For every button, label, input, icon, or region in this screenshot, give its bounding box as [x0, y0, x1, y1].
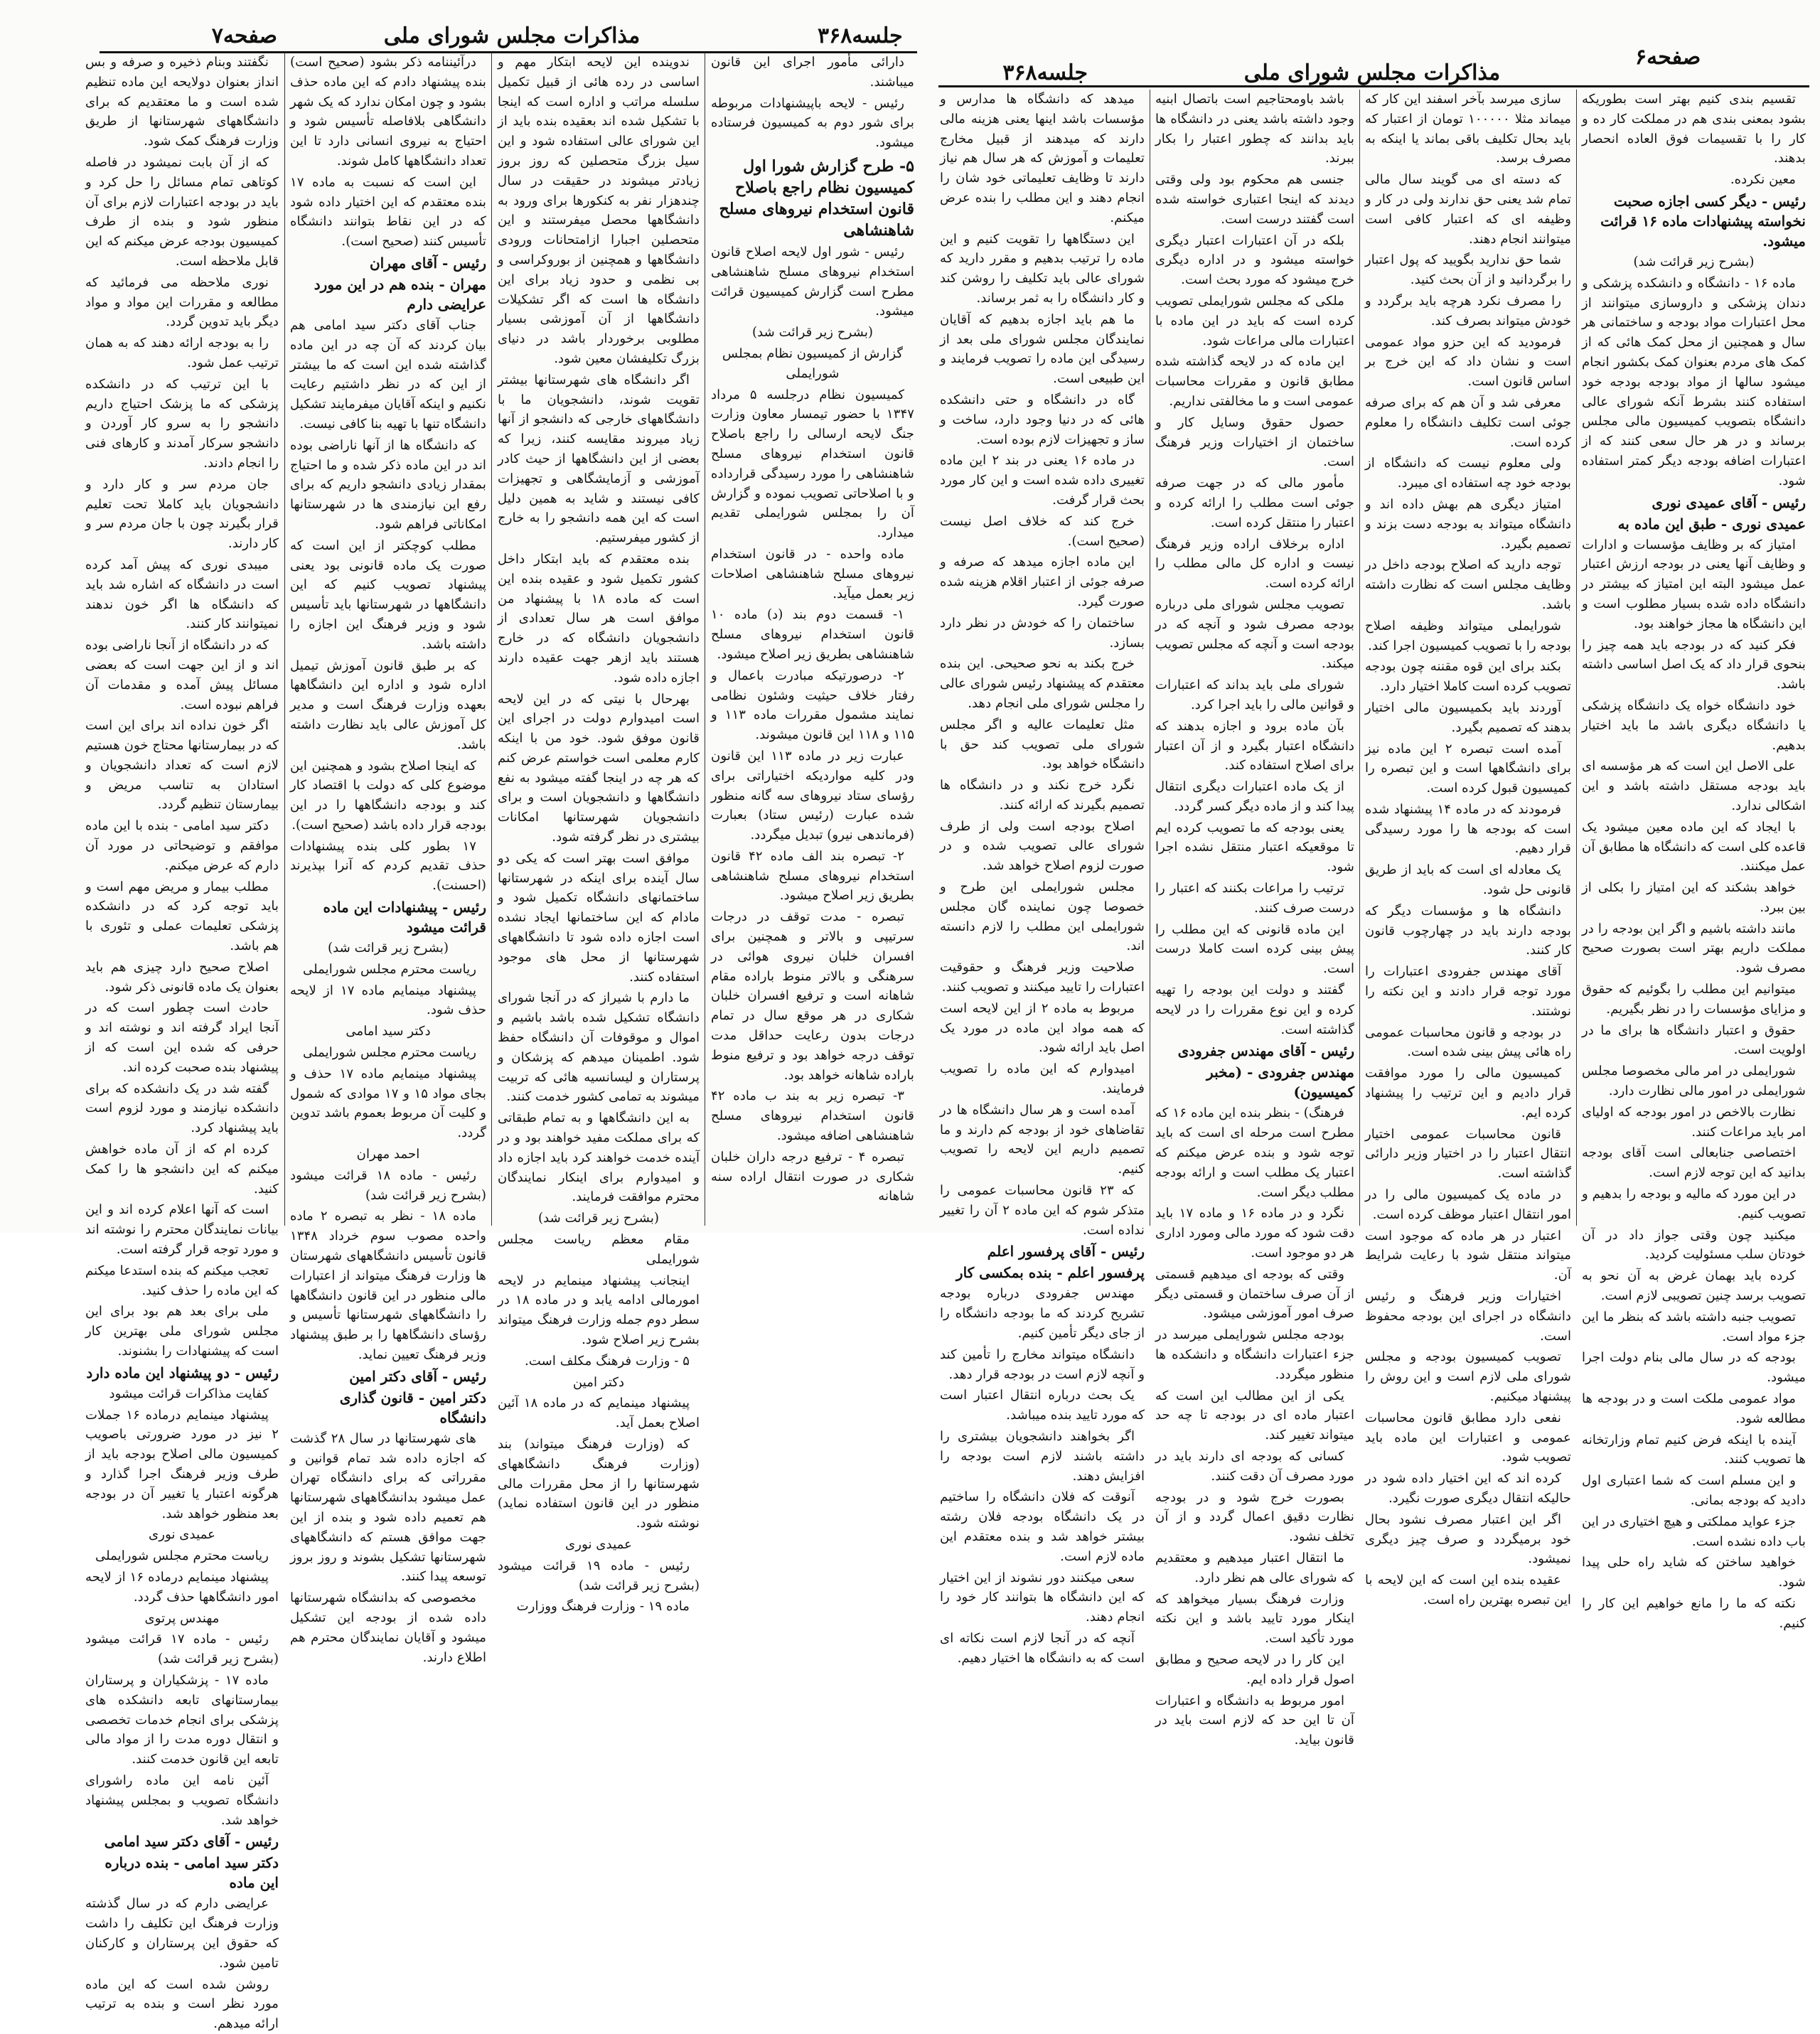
speaker-heading: دکتر امین - قانون گذاری دانشگاه: [339, 1388, 486, 1426]
paragraph: کرده اند که این اختیار داده شود در حالیکه انتقال دیگری صورت نگیرد.: [1365, 1471, 1571, 1506]
paragraph: که بر طبق قانون آموزش تیمیل اداره شود و اداره این دانشگاهها بعهده وزارت فرهنگ است و مدیر کل آموزش عالی باید نظارت داشته باشد.: [290, 658, 486, 752]
paragraph: که (وزارت فرهنگ میتواند) بند (وزارت فرهنگ دانشگاههای شهرستانها را از محل مقررات مالی منظور در این قانون استفاده نماید) نوشته شود.: [498, 1436, 700, 1531]
paragraph: بصورت خرج شود و در بودجه نظارت دقیق اعمال گردد و از آن تخلف نشود.: [1155, 1489, 1354, 1545]
paragraph: حقوق و اعتبار دانشگاه ها برای ما در اولویت است.: [1582, 1022, 1806, 1058]
paragraph: سعی میکنند دور نشوند از این اختیار که این دانشگاه ها بتوانند کار خود را انجام دهند.: [940, 1570, 1145, 1625]
paragraph: به این دانشگاهها و به تمام طبقاتی که برای مملکت مفید خواهند بود و در آینده خدمت خواهند کرد باید اجازه داد و امیدوارم برای اینکار نمایندگان محترم موافقت فرمایند.: [498, 1110, 700, 1205]
paragraph: حصول حقوق وسایل کار و ساختمان از اختیارات وزیر فرهنگ است.: [1155, 414, 1354, 470]
paragraph: گفتند و دولت این بودجه را تهیه کرده و این نوع مقررات را در لایحه گذاشته است.: [1155, 983, 1354, 1037]
speaker-heading: رئیس - دو پیشنهاد این ماده دارد: [86, 1364, 279, 1381]
paragraph: رئیس - ماده ۱۸ قرائت میشود (بشرح زیر قرائت شد): [290, 1167, 486, 1203]
paragraph: جزء عواید مملکتی و هیچ اختیاری در این باب داده نشده است.: [1582, 1514, 1806, 1549]
paragraph: که اینجا اصلاح بشود و همچنین این موضوع کلی که دولت با اقتصاد کار کند و بودجه دانشگاهها را در این بودجه قرار داده باشد (صحیح است).: [290, 758, 486, 833]
paragraph: کمیسیون مالی را مورد موافقت قرار دادیم و این ترتیب را پیشنهاد کرده ایم.: [1365, 1066, 1571, 1120]
paragraph: ریاست محترم مجلس شورایملی: [95, 1548, 269, 1564]
centered-line: دکتر سید امامی: [346, 1024, 431, 1039]
paragraph: ماده ۱۸ - نظر به تبصره ۲ ماده واحده مصوب سوم خرداد ۱۳۴۸ قانون تأسیس دانشگاههای شهرستان ها وزارت فرهنگ میتواند از اعتبارات مالی منظور در این قانون دانشگاهها را دانشگاههای شهرستانها تأسیس و رؤسای دانشگاهها را بر طبق پیشنهاد وزیر فرهنگ تعیین نماید.: [290, 1209, 486, 1363]
speaker-heading: رئیس - آقای پرفسور اعلم: [987, 1243, 1145, 1260]
paragraph: شورایملی میتواند وظیفه اصلاح بودجه را با تصویب کمیسیون اجرا کند.: [1365, 618, 1571, 653]
paragraph: ۲- درصورتیکه مبادرت باعمال و رفتار خلاف حیثیت وشئون نظامی نمایند مشمول مقررات ماده ۱۱۳ و ۱۱۵ و ۱۱۸ این قانون میشوند.: [711, 668, 914, 743]
paragraph: معین نکرده.: [1730, 172, 1796, 188]
section-heading: ۵- طرح گزارش شورا اول کمیسیون نظام راجع باصلاح قانون استخدام نیروهای مسلح شاهنشاهی: [719, 156, 914, 240]
speaker-heading: عمیدی نوری - طبق این ماده به: [1617, 515, 1806, 532]
paragraph: موافق است بهتر است که یکی دو سال آینده برای اینکه در شهرستانها ساختمانهای دانشگاه تکمیل شود و مادام که این ساختمانها ایجاد نشده است اجازه داده شود تا دانشگاههای شهرستانها از محل های موجود استفاده کنند.: [498, 850, 700, 985]
paragraph: است که آنها اعلام کرده اند و این بیانات نمایندگان محترم را نوشته اند و مورد توجه قرار گرفته است.: [85, 1202, 279, 1258]
paragraph: خرج کند که خلاف اصل نیست (صحیح است).: [940, 513, 1145, 549]
paragraph: تصویب جنبه داشته باشد که بنظر ما این جزء مواد است.: [1582, 1309, 1806, 1344]
paragraph: رئیس - ماده ۱۹ قرائت میشود (بشرح زیر قرائت شد): [498, 1558, 700, 1593]
paragraph: اصلاح بودجه است ولی از طرف شورای عالی تصویب شده و در صورت لزوم اصلاح خواهد شد.: [940, 818, 1145, 874]
paragraph: دانشگاه میتواند مخارج را تأمین کند و آنچه لازم است در بودجه قرار دهد.: [940, 1347, 1145, 1382]
paragraph: روشن شده است که این ماده مورد نظر است و بنده به ترتیب ارائه میدهم.: [85, 1976, 279, 2032]
paragraph: ۲- تبصره بند الف ماده ۴۲ قانون استخدام نیروهای مسلح شاهنشاهی بطریق زیر اصلاح میشود.: [711, 848, 914, 904]
paragraph: این ماده قانونی که این مطلب را پیش بینی کرده است کاملا درست است.: [1155, 921, 1354, 977]
paragraph: تبصره - مدت توقف در درجات سرتیپی و بالاتر و همچنین برای افسران خلبان نیروی هوائی در سرهنگی و بالاتر منوط باراده مقام شاهانه است و ترفیع افسران خلبان شکاری در هر موقع سال در تمام درجات بدون رعایت حداقل مدت توقف درجه خواهد بود و ترفیع منوط باراده شاهانه خواهد بود.: [711, 909, 914, 1083]
paragraph: ۱- قسمت دوم بند (د) ماده ۱۰ قانون استخدام نیروهای مسلح شاهنشاهی بطریق زیر اصلاح میشود.: [711, 607, 914, 662]
left-page-title: مذاکرات مجلس شورای ملی: [383, 23, 641, 48]
paragraph: ولی معلوم نیست که دانشگاه از بودجه خود چه استفاده ای میبرد.: [1365, 456, 1571, 491]
paragraph: وقتی که بودجه ای میدهیم قسمتی از آن صرف ساختمان و قسمتی دیگر صرف امور آموزشی میشود.: [1155, 1266, 1354, 1322]
centered-line: دکتر امین: [572, 1374, 625, 1390]
paragraph: ریاست محترم مجلس شورایملی: [302, 1045, 476, 1061]
paragraph: ملکی که مجلس شورایملی تصویب کرده است که باید در این ماده با اعتبارات مالی مراعات شود.: [1155, 293, 1354, 348]
paragraph: آمده است تبصره ۲ این ماده نیز برای دانشگاهها است و این تبصره را کمیسیون قبول کرده است.: [1365, 741, 1571, 796]
paragraph: بلکه در آن اعتبارات اعتبار دیگری خواسته میشود و در اداره دیگری خرج میشود که مورد بحث است.: [1155, 232, 1354, 288]
paragraph: مطلب کوچکتر از این است که صورت یک ماده قانونی بود یعنی پیشنهاد تصویب کنیم که این دانشگاهها در شهرستانها باید تأسیس شود و وزیر فرهنگ این اجازه را داشته باشد.: [290, 537, 486, 652]
paragraph: دکتر سید امامی - بنده با این ماده موافقم و توضیحاتی در مورد آن دارم که عرض میکنم.: [85, 818, 279, 873]
paragraph: تصویب کمیسیون بودجه و مجلس شورای ملی لازم است و این روش را پیشنهاد میکنیم.: [1365, 1349, 1571, 1404]
speaker-heading: رئیس - آقای دکتر سید امامی: [104, 1833, 279, 1851]
paragraph: عرایضی دارم که در سال گذشته وزارت فرهنگ این تکلیف را داشت که حقوق این پرستاران و کارکنان تامین شود.: [85, 1896, 279, 1971]
right-page: [924, 0, 1820, 1748]
left-column-1: [711, 53, 914, 1224]
paragraph: نگرد خرج نکند و در دانشگاه ها تصمیم بگیرند که ارائه کنند.: [940, 778, 1145, 813]
paragraph: ۵ - وزارت فرهنگ مکلف است.: [524, 1353, 690, 1369]
speaker-heading: دکتر سید امامی - بنده درباره این ماده: [105, 1854, 279, 1892]
paragraph: که در دانشگاه از آنجا ناراضی بوده اند و از این جهت است که بعضی مسائل پیش آمده و مقدمات آن فراهم نبوده است.: [85, 638, 279, 712]
paragraph: در بودجه و قانون محاسبات عمومی راه هائی پیش بینی شده است.: [1365, 1024, 1571, 1060]
paragraph: تعجب میکنم که بنده استدعا میکنم که این ماده را حذف کنید.: [85, 1263, 279, 1298]
speaker-heading: مهران - بنده هم در این مورد عرایضی دارم: [314, 275, 486, 313]
paragraph: فرمودید که این حزو مواد عمومی است و نشان داد که این خرج بر اساس قانون است.: [1365, 334, 1571, 390]
paragraph: کرده ام که از آن ماده خواهش میکنم که این دانشجو ها را کمک کنید.: [85, 1142, 279, 1197]
paragraph: نگفتند وبنام ذخیره و صرفه و بس انداز بعنوان دولایحه این ماده تنظیم شده است و ما معتقدیم که برای دانشگاههای شهرستانها از طریق وزارت فرهنگ کمک شود.: [85, 55, 279, 149]
speaker-heading: رئیس - پیشنهادات این ماده قرائت میشود: [323, 899, 486, 936]
paragraph: ۱۷ بطور کلی بنده پیشنهادات حذف تقدیم کردم که آنرا بپذیرند (احسنت).: [290, 838, 486, 894]
paragraph: این ماده که در لایحه گذاشته شده مطابق قانون و مقررات محاسبات عمومی است و ما مخالفتی نداریم.: [1155, 354, 1354, 409]
paragraph: عقیده بنده این است که این لایحه با این تبصره بهترین راه است.: [1365, 1573, 1571, 1607]
paragraph: تصویب مجلس شورای ملی درباره بودجه مصرف شود و آنچه که در بودجه است و آنچه که مجلس تصویب میکند.: [1155, 596, 1354, 672]
paragraph: مانند داشته باشیم و اگر این بودجه را در مملکت داریم بهتر است بصورت صحیح مصرف شود.: [1582, 921, 1806, 976]
paragraph: بودجه که در سال مالی بنام دولت اجرا میشود.: [1582, 1350, 1806, 1386]
paragraph: میدهد که دانشگاه ها مدارس و مؤسسات باشد اینها یعنی هزینه مالی دارند که میدهند از قبیل مخارج تعلیمات و آموزش که هر سال هم نیاز دارند تا وظایف تعلیماتی خود شان را انجام دهند و این مطلب را بنده عرض میکنم.: [940, 92, 1145, 225]
paragraph: پیشنهاد مینمایم ماده ۱۷ حذف و بجای مواد ۱۵ و ۱۷ موادی که شمول و کلیت آن مربوط بعموم باشد تدوین گردد.: [290, 1066, 486, 1141]
paragraph: این دستگاهها را تقویت کنیم و این ماده را ترتیب بدهیم و مقرر دارید که شورای عالی باید تکلیف را روشن کند و کار دانشگاه را به ثمر برساند.: [940, 231, 1145, 306]
paragraph: نظارت بالاخص در امور بودجه که اولیای امر باید مراعات کنند.: [1582, 1104, 1806, 1140]
right-column-1: [1582, 90, 1806, 1631]
paragraph: اداره برخلاف اراده وزیر فرهنگ نیست و اداره کل مالی مطلب را ارائه کرده است.: [1155, 536, 1354, 592]
paragraph: ما انتقال اعتبار میدهیم و معتقدیم که شورای عالی هم نظر دارد.: [1155, 1550, 1354, 1585]
paragraph: پیشنهاد مینمایم درماده ۱۶ جملات ۲ نیز در مورد ضرورتی باصویب کمیسیون مالی اصلاح بودجه باید از طرف وزیر فرهنگ اجرا گذارد و هرگونه اعتبار یا تغییر آن در بودجه بعد منظور خواهد شد.: [85, 1407, 279, 1521]
paragraph: علی الاصل این است که هر مؤسسه ای باید بودجه مستقل داشته باشد و این اشکالی ندارد.: [1582, 759, 1806, 813]
paragraph: رئیس - لایحه باپیشنهادات مربوطه برای شور دوم به کمیسیون فرستاده میشود.: [711, 95, 914, 151]
paragraph: امتیاز دیگری هم بهش داده اند و دانشگاه میتواند به بودجه دست بزند و تصمیم بگیرد.: [1365, 496, 1571, 552]
paragraph: فرهنگ) - بنظر بنده این ماده ۱۶ که مطرح است مرحله ای است که باید توجه شود و بنده عرض میکنم که اعتبار یک مطلب است و ارائه بودجه مطلب دیگر است.: [1155, 1106, 1354, 1200]
centered-line: عمیدی نوری: [565, 1536, 632, 1552]
paragraph: مقام معظم ریاست مجلس شورایملی: [498, 1232, 700, 1267]
paragraph: اینجانب پیشنهاد مینمایم در لایحه امورمالی ادامه یابد و در ماده ۱۸ در سطر دوم جمله وزارت فرهنگ میتواند بشرح زیر اصلاح شود.: [498, 1273, 700, 1347]
paragraph: ملی برای بعد هم بود برای این مجلس شورای ملی بهترین کار است که پیشنهادات را بشنوند.: [85, 1304, 279, 1359]
speaker-heading: رئیس - دیگر کسی اجازه صحبت نخواسته پیشنهادات ماده ۱۶ قرائت میشود.: [1600, 192, 1806, 250]
paragraph: نوری ملاحظه می فرمائید که مطالعه و مقررات این مواد و مواد دیگر باید تدوین گردد.: [85, 274, 279, 330]
speaker-heading: رئیس - آقای مهران: [369, 254, 486, 272]
paragraph: مأمور مالی که در جهت صرفه جوئی است مطلب را ارائه کرده و اعتبار را منتقل کرده است.: [1155, 476, 1354, 530]
paragraph: ریاست محترم مجلس شورایملی: [302, 961, 476, 977]
paragraph: مطلب بیمار و مریض مهم است و باید توجه کرد که در دانشکده پزشکی تعلیمات عملی و تئوری با هم باشد.: [85, 879, 279, 954]
paragraph: پیشنهاد مینمایم ماده ۱۷ از لایحه حذف شود.: [290, 983, 486, 1018]
paragraph: امور مربوط به دانشگاه و اعتبارات آن تا این حد که لازم است باید در قانون بیاید.: [1155, 1693, 1354, 1748]
paragraph: اگر دانشگاه های شهرستانها بیشتر تقویت شوند، دانشجویان ما با دانشگاههای خارجی که دانشجو از آنها زیاد میروند مقایسه کنند، زیرا که بعضی از این دانشگاهها از حیث کادر آموزشی و آزمایشگاهی و تجهیزات کافی نیستند و شاید به همین دلیل است که این همه دانشجو را به خارج از کشور میفرستیم.: [498, 372, 700, 546]
paragraph: ماده ۱۷ - پزشکیاران و پرستاران بیمارستانهای تابعه دانشکده های پزشکی برای انجام خدمات تخصصی و انتقال دوره مدت را از مواد مالی تابعه این قانون خدمت کنند.: [85, 1672, 279, 1767]
paragraph: خود دانشگاه خواه یک دانشگاه پزشکی یا دانشگاه دیگری باشد ما باید اختیار بدهیم.: [1582, 697, 1806, 753]
paragraph: پیشنهاد مینمایم که در ماده ۱۸ آئین اصلاح بعمل آید.: [498, 1396, 700, 1431]
paragraph: مواد عمومی ملکت است و در بودجه ها مطالعه شود.: [1582, 1391, 1806, 1426]
paragraph: مهندس جفرودی درباره بودجه تشریح کردند که ما بودجه دانشگاه را از جای دیگر تأمین کنیم.: [940, 1286, 1145, 1342]
paragraph: یکی از این مطالب این است که اعتبار ماده ای در بودجه تا چه حد میتواند تغییر کند.: [1155, 1388, 1354, 1443]
paragraph: در ماده ۱۶ یعنی در بند ۲ این ماده تغییری داده شده است و این کار مورد بحث قرار گرفت.: [940, 453, 1145, 508]
paragraph: رئیس - شور اول لایحه اصلاح قانون استخدام نیروهای مسلح شاهنشاهی مطرح است گزارش کمیسیون قرائت میشود.: [711, 244, 914, 319]
paragraph: با ایجاد که این ماده معین میشود یک قاعده کلی است که دانشگاه ها مطابق آن عمل میکنند.: [1582, 819, 1806, 874]
paragraph: آنوقت که فلان دانشگاه را ساختیم در یک دانشگاه بودجه فلان رشته بیشتر خواهد شد و بنده معتقدم این ماده لازم است.: [940, 1489, 1145, 1564]
paragraph: شما حق ندارید بگویید که پول اعتبار را برگردانید و از آن بحث کنید.: [1365, 252, 1571, 288]
paragraph: سازی میرسد بآخر اسفند این کار که میماند مثلا ۱۰۰۰۰۰ تومان از اعتبار که باید بحال تکلیف باقی بماند یا اینکه به مصرف برسد.: [1365, 92, 1571, 166]
paragraph: ترتیب را مراعات بکنند که اعتبار را درست صرف کنند.: [1155, 881, 1354, 916]
paragraph: مخصوصی که بدانشگاه شهرستانها داده شده از بودجه این تشکیل میشود و آقایان نمایندگان محترم هم اطلاع دارند.: [290, 1590, 486, 1665]
paragraph: بنده معتقدم که باید ابتکار داخل کشور تکمیل شود و عقیده بنده این است که ماده ۱۸ با پیشنهاد من موافق است هر سال تعدادی از دانشجویان دانشگاه که در خارج هستند باید ازهر جهت عقیده دارند اجازه داده شود.: [498, 551, 700, 685]
paragraph: یعنی بودجه که ما تصویب کرده ایم تا موقعیکه اعتبار منتقل نشده اجرا شود.: [1155, 820, 1354, 875]
paragraph: توجه دارید که اصلاح بودجه داخل در وظایف مجلس است که نظارت داشته باشد.: [1365, 557, 1571, 612]
paragraph: خواهد بشکند که این امتیاز را بکلی از بین ببرد.: [1582, 880, 1806, 915]
paragraph: ما هم باید اجازه بدهیم که آقایان نمایندگان مجلس شورای ملی بعد از رسیدگی این ماده را تصویب فرمایند و این طبیعی است.: [940, 311, 1145, 387]
paragraph: و این مسلم است که شما اعتباری اول دادید که بودجه بمانی.: [1582, 1473, 1806, 1508]
paragraph: حادث است چطور است که در آنجا ایراد گرفته اند و نوشته اند و حرفی که شده این است که از پیشنهاد بنده صحبت کرده اند.: [85, 1000, 279, 1075]
speaker-heading: پرفسور اعلم - بنده بمکسی کار: [956, 1264, 1145, 1282]
paragraph: بودجه مجلس شورایملی میرسد در جزء اعتبارات دانشگاه و دانشکده ها منظور میگردد.: [1155, 1327, 1354, 1382]
paragraph: معرفی شد و آن هم که برای صرفه جوئی است تکلیف دانشگاه را معلوم کرده است.: [1365, 395, 1571, 450]
paragraph: را مصرف نکرد هرچه باید برگردد و خودش میتواند بصرف کند.: [1365, 293, 1571, 328]
paragraph: نفعی دارد مطابق قانون محاسبات عمومی و اعتبارات این ماده باید تصویب شود.: [1365, 1410, 1571, 1465]
paragraph: بآن ماده برود و اجازه بدهند که دانشگاه اعتبار بگیرد و از آن اعتبار برای اصلاح استفاده کند.: [1155, 718, 1354, 774]
paragraph: بکند برای این قوه مقننه چون بودجه تصویب کرده است کاملا اختیار دارد.: [1365, 659, 1571, 695]
paragraph: نکته که ما را مانع خواهیم این کار را کنیم.: [1582, 1595, 1806, 1631]
paragraph: اختیارات وزیر فرهنگ و رئیس دانشگاه در اجرای این بودجه محفوظ است.: [1365, 1289, 1571, 1344]
left-page-number: صفحه۷: [211, 23, 277, 48]
paragraph: یک بحث درباره انتقال اعتبار است که مورد تایید بنده میباشد.: [940, 1388, 1145, 1423]
paragraph: ۳- تبصره زیر به بند ب ماده ۴۲ قانون استخدام نیروهای مسلح شاهنشاهی اضافه میشود.: [711, 1088, 914, 1144]
speaker-heading: رئیس - آقای دکتر امین: [349, 1367, 486, 1385]
paragraph: این است که نسبت به ماده ۱۷ بنده معتقدم که این اختیار داده شود که در این نقاط بتوانند دانشگاه تأسیس کنند (صحیح است).: [290, 174, 486, 250]
paragraph: جان مردم سر و کار دارد و دانشجویان باید کاملا تحت تعلیم قرار بگیرند چون با جان مردم سر و کار دارند.: [85, 476, 279, 552]
paragraph: با این ترتیب که در دانشکده پزشکی که ما پزشک احتیاج داریم دانشجو را به سرو کار آوردن و دانشجو سرکار آمدند و کارهای فنی را انجام دادند.: [85, 376, 279, 471]
centered-line: (بشرح زیر قرائت شد): [1633, 254, 1755, 269]
paragraph: گفته شد در یک دانشکده که برای دانشکده نیازمند و مورد لزوم است باید پیشنهاد کرد.: [85, 1081, 279, 1136]
paragraph: میتوانیم این مطلب را بگوئیم که حقوق و مزایای مؤسسات را در نظر بگیریم.: [1582, 982, 1806, 1017]
paragraph: تقسیم بندی کنیم بهتر است بطوریکه بشود بمعنی بندی هم در مملکت کار ده و کار را با تقسیمات فوق العاده انحصار بدهند.: [1582, 92, 1806, 166]
paragraph: مربوط به ماده ۲ از این لایحه است که همه مواد این ماده در مورد یک اصل باید ارائه شود.: [940, 1000, 1145, 1056]
paragraph: که از آن بابت نمیشود در فاصله کوتاهی تمام مسائل را حل کرد و باید در بودجه اعتبارات لازم برای آن منظور شود و بنده از طرف کمیسیون بودجه عرض میکنم که این قابل ملاحظه است.: [85, 154, 279, 269]
paragraph: میکنید چون وقتی جواز داد در آن خودتان سلب مسئولیت کردید.: [1582, 1227, 1806, 1263]
right-column-2: [1365, 90, 1571, 1607]
left-column-3: [290, 53, 486, 1665]
paragraph: آئین نامه این ماده راشورای دانشگاه تصویب و بمجلس پیشنهاد خواهد شد.: [85, 1772, 279, 1828]
centered-line: مهندس پرتوی: [144, 1610, 220, 1626]
speaker-heading: رئیس - آقای عمیدی نوری: [1652, 493, 1806, 511]
centered-line: (بشرح زیر قرائت شد): [752, 325, 873, 341]
paragraph: این کار را در لایحه صحیح و مطابق اصول قرار داده ایم.: [1155, 1652, 1354, 1687]
paragraph: در این مورد که مالیه و بودجه را بدهیم و تصویب کنیم.: [1582, 1187, 1806, 1221]
paragraph: فرمودند که در ماده ۱۴ پیشنهاد شده است که بودجه ها را مورد رسیدگی قرار دهیم.: [1365, 801, 1571, 857]
paragraph: جنسی هم محکوم بود ولی وقتی دیدند که اینجا اعتباری خواسته شده است گفتند درست است.: [1155, 172, 1354, 227]
centered-line: گزارش از کمیسیون نظام بمجلس شورایملی: [722, 346, 904, 381]
paragraph: شورایملی در امر مالی مخصوصا مجلس شورایملی در امور مالی نظارت دارد.: [1582, 1064, 1806, 1099]
paragraph: که دانشگاه ها از آنها ناراضی بوده اند در این ماده ذکر شده و ما احتیاج بمقدار زیادی دانشجو داریم که برای رفع این نیازمندی ها در شهرستانها امکاناتی فراهم شود.: [290, 437, 486, 532]
paragraph: دارائی مأمور اجرای این قانون میباشند.: [711, 55, 914, 90]
paragraph: فکر کنید که در بودجه باید همه چیز را بنحوی قرار داد که یک اصل اساسی داشته باشد.: [1582, 637, 1806, 692]
paragraph: کمیسیون نظام درجلسه ۵ مرداد ۱۳۴۷ با حضور تیمسار معاون وزارت جنگ لایحه ارسالی را راجع باصلاح قانون استخدام نیروهای مسلح شاهنشاهی را مورد رسیدگی قرارداده و با اصلاحاتی تصویب نموده و گزارش آن را بمجلس شورایملی تقدیم میدارد.: [711, 387, 914, 541]
left-column-2: [498, 53, 700, 1615]
paragraph: یک معادله ای است که باید از طریق قانونی حل شود.: [1365, 862, 1571, 898]
speaker-heading: مهندس جفرودی - (مخبر کمیسیون): [1206, 1064, 1354, 1101]
centered-line: احمد مهران: [356, 1147, 420, 1162]
paragraph: نگرد و در ماده ۱۶ و ماده ۱۷ باید دقت شود که مورد مالی ومورد اداری هر دو موجود است.: [1155, 1206, 1354, 1261]
paragraph: میبدی نوری که پیش آمد کرده است در دانشگاه که اشاره شد باید که دانشگاه ها اگر خون ندهند نمیتوانند کار کنند.: [85, 557, 279, 632]
column-divider: [1359, 90, 1360, 1226]
left-column-4: [85, 53, 279, 2032]
paragraph: وزارت فرهنگ بسیار میخواهد که اینکار مورد تایید باشد و این نکته مورد تأکید است.: [1155, 1591, 1354, 1647]
paragraph: ماده ۱۶ - دانشگاه و دانشکده پزشکی و دندان پزشکی و داروسازی میتوانند از محل اعتبارات مواد بودجه و ساختمانی هر سال و همچنین از محل کمک هائی که از کمک های مردم بعنوان کمک بکشور انجام میشود سالها از مواد بودجه بودجه خود استفاده کنند بشرط آنکه شورای عالی دانشگاه بتصویب کمیسیون مالی مجلس برساند و در هر حال سعی کنند که از اعتبارات اضافه بودجه دیگر کمتر استفاده شود.: [1582, 275, 1806, 488]
paragraph: خرج بکند به نحو صحیحی. این بنده معتقدم که پیشنهاد رئیس شورای عالی را مجلس شورای ملی انجام دهد.: [940, 656, 1145, 711]
paragraph: ماده ۱۹ - وزارت فرهنگ ووزارت: [516, 1599, 690, 1615]
right-page-number: صفحه۶: [1635, 44, 1701, 70]
paragraph: کسانی که بودجه ای دارند باید در مورد مصرف آن دقت کنند.: [1155, 1449, 1354, 1484]
paragraph: آقای مهندس جفرودی اعتبارات را مورد توجه قرار دادند و این نکته را نوشتند.: [1365, 964, 1571, 1019]
paragraph: گاه در دانشگاه و حتی دانشکده هائی که در دنیا وجود دارد، ساخت و ساز و تجهیزات لازم بوده است.: [940, 392, 1145, 447]
paragraph: کفایت مذاکرات قرائت میشود: [109, 1386, 269, 1401]
paragraph: های شهرستانها در سال ۲۸ گذشت که اجازه داده شد تمام قوانین و مقرراتی که برای دانشگاه تهران عمل میشود بدانشگاههای شهرستانها هم تعمیم داده شود و بنده از این جهت موافق هستم که دانشگاههای شهرستانها تشکیل بشوند و روز بروز توسعه پیدا کنند.: [290, 1430, 486, 1585]
paragraph: جناب آقای دکتر سید امامی هم بیان کردند که آن چه در این ماده گذاشته شده این است که ما بیشتر از این که در نظر داشتیم رعایت نکنیم و اینکه آقایان میفرمایند تشکیل دانشگاه تنها با تهیه بنا کافی نیست.: [290, 317, 486, 432]
paragraph: تبصره ۴ - ترفیع درجه داران خلبان شکاری در صورت انتقال اراده سنه شاهانه: [711, 1149, 914, 1204]
paragraph: عبارت زیر در ماده ۱۱۳ این قانون ودر کلیه مواردیکه اختیاراتی برای رؤسای ستاد نیروهای سه گانه منظور شده عبارت (رئیس ستاد) بعبارت (فرماندهی نیرو) تبدیل میگردد.: [711, 748, 914, 843]
paragraph: اعتبار در هر ماده که موجود است میتواند منتقل شود با رعایت شرایط آن.: [1365, 1228, 1571, 1283]
centered-line: (بشرح زیر قرائت شد): [328, 941, 449, 956]
left-session-label: جلسه۳۶۸: [818, 23, 903, 48]
right-header-rule: [938, 85, 1809, 87]
paragraph: ندوینده این لایحه ابتکار مهم و اساسی در رده هائی از قبیل تکمیل سلسله مراتب و اداره است که اینجا با تشکیل شده اند بعقیده بنده باید از این شورای عالی استفاده شود و این سیل بزرگ متحصلین که روز بروز زیادتر میشوند در حقیقت در سال چندهزار نفر به کنکورها برای ورود به دانشگاهها محصل میفرستند و این متحصلین اجبارا ازامتحانات ورودی دانشگاهها و همچنین از بوروکراسی و بی نظمی و حدود زیاد برای این دانشگاه ها است که اگر تشکیلات دانشگاهها از آن آموزشی بسیار مطلوبی برخوردار باشد در دنیای بزرگ تکلیفشان معین شود.: [498, 55, 700, 366]
paragraph: اگر بخواهند دانشجویان بیشتری را داشته باشند لازم است بودجه را افزایش دهند.: [940, 1429, 1145, 1484]
paragraph: بهرحال با نیتی که در این لایحه است امیدوارم دولت در اجرای این قانون موفق شود. خود من با اینکه کارم معلمی است خواستم عرض کنم که هر چه در اینجا گفته میشود به نفع دانشگاهها و دانشجویان است و برای دانشجویان شهرستانها امکانات بیشتری در نظر گرفته شود.: [498, 691, 700, 845]
paragraph: امیدوارم که این ماده را تصویب فرمایند.: [940, 1061, 1145, 1097]
paragraph: اگر خون نداده اند برای این است که در بیمارستانها محتاج خون هستیم لازم است که تعداد دانشجویان و استادان به تناسب مریض و بیمارستان تنظیم گردد.: [85, 718, 279, 813]
paragraph: پیشنهاد مینمایم درماده ۱۶ از لایحه امور دانشگاهها حذف گردد.: [85, 1569, 279, 1605]
paragraph: قانون محاسبات عمومی اختیار انتقال اعتبار را در اختیار وزیر دارائی گذاشته است.: [1365, 1126, 1571, 1182]
column-divider: [491, 53, 492, 1226]
paragraph: آنچه که در آنجا لازم است نکاته ای است که به دانشگاه ها اختیار دهیم.: [940, 1630, 1145, 1666]
right-column-4: [940, 90, 1145, 1666]
paragraph: در ماده یک کمیسیون مالی را در امور انتقال اعتبار موظف کرده است.: [1365, 1187, 1571, 1222]
paragraph: آینده با اینکه فرض کنیم تمام وزارتخانه ها تصویب کنند.: [1582, 1432, 1806, 1467]
paragraph: شورای ملی باید بداند که اعتبارات و قوانین مالی را باید اجرا کرد.: [1155, 678, 1354, 712]
paragraph: مجلس شورایملی این طرح و خصوصا چون نماینده گان مجلس شورایملی این مطلب را لازم دانسته اند.: [940, 879, 1145, 954]
paragraph: ماده واحده - در قانون استخدام نیروهای مسلح شاهنشاهی اصلاحات زیر بعمل میآید.: [711, 546, 914, 601]
paragraph: مثل تعلیمات عالیه و اگر مجلس شورای ملی تصویب کند حق با دانشگاه خواهد بود.: [940, 717, 1145, 772]
paragraph: رئیس - ماده ۱۷ قرائت میشود (بشرح زیر قرائت شد): [85, 1632, 279, 1667]
paragraph: این ماده اجازه میدهد که صرفه و صرفه جوئی از اعتبار اقلام هزینه شده صورت گیرد.: [940, 555, 1145, 609]
paragraph: درآئیننامه ذکر بشود (صحیح است) بنده پیشنهاد دادم که این ماده حذف بشود و چون امکان ندارد که یک شهر دانشگاهی بلافاصله تأسیس شود و احتیاج به نیروی انسانی دارد تا این تعداد دانشگاهها کامل شوند.: [290, 55, 486, 168]
paragraph: باشد باومحتاجیم است باتصال ابنیه وجود داشته باشد یعنی در دانشگاه ها باید بدانند که چطور اعتبار را بکار ببرند.: [1155, 92, 1354, 166]
centered-line: عمیدی نوری: [149, 1527, 215, 1543]
right-session-label: جلسه۳۶۸: [1002, 60, 1088, 85]
column-divider: [1576, 90, 1577, 1226]
paragraph: آوردند باید بکمیسیون مالی اختیار بدهند که تصمیم بگیرد.: [1365, 700, 1571, 735]
paragraph: امتیاز که بر وظایف مؤسسات و ادارات و وظایف آنها یعنی در بودجه ارزش اعتبار عمل میشود البته این امتیاز که بیشتر در دانشگاه داده شده بسیار مطلوب است و این دانشگاه ها مجاز خواهند بود.: [1582, 537, 1806, 631]
centered-line: (بشرح زیر قرائت شد): [538, 1211, 659, 1226]
paragraph: اصلاح صحیح دارد چیزی هم باید بعنوان یک ماده قانونی ذکر شود.: [85, 959, 279, 995]
paragraph: ساختمان را که خودش در نظر دارد بسازد.: [940, 615, 1145, 651]
paragraph: آمده است و هر سال دانشگاه ها در تقاضاهای خود از بودجه کم دارند و ما تصمیم داریم این لایحه را تصویب کنیم.: [940, 1102, 1145, 1177]
paragraph: از یک ماده اعتبارات دیگری انتقال پیدا کند و از ماده دیگر کسر گردد.: [1155, 779, 1354, 814]
column-divider: [284, 53, 285, 1226]
paragraph: کرده باید بهمان غرض به آن نحو به تصویب برسد چنین تصویبی لازم است.: [1582, 1268, 1806, 1304]
speaker-heading: رئیس - آقای مهندس جفرودی: [1177, 1042, 1354, 1060]
right-page-title: مذاکرات مجلس شورای ملی: [1243, 60, 1501, 85]
paragraph: اگر این اعتبار مصرف نشود بحال خود برمیگردد و صرف چیز دیگری نمیشود.: [1365, 1511, 1571, 1567]
paragraph: که ۲۳ قانون محاسبات عمومی را متذکر شوم که این ماده ۲ آن را تغییر نداده است.: [940, 1183, 1145, 1238]
right-column-3: [1155, 90, 1354, 1748]
paragraph: دانشگاه ها و مؤسسات دیگر که بودجه دارند باید در چهارچوب قانون کار کنند.: [1365, 903, 1571, 958]
paragraph: خواهید ساختن که شاید راه حلی پیدا شود.: [1582, 1555, 1806, 1590]
paragraph: صلاحیت وزیر فرهنگ و حقوقیت اعتبارات را تایید میکنند و تصویب کنند.: [940, 960, 1145, 995]
paragraph: اختصاصی جنابعالی است آقای بودجه بدانید که این توجه لازم است.: [1582, 1145, 1806, 1181]
paragraph: را به بودجه ارائه دهند که به همان ترتیب عمل شود.: [85, 336, 279, 370]
paragraph: ما دارم با شیراز که در آنجا شورای دانشگاه تشکیل شده باشد باشیم و اموال و موقوفات آن دانشگاه حفظ شود. اطمینان میدهم که پزشکان و پرستاران و لیسانسیه هائی که تربیت میشوند به تمامی کشور خدمت کنند.: [498, 990, 700, 1105]
paragraph: که دسته ای می گویند سال مالی تمام شد یعنی حق ندارند ولی در کار و وظیفه ای که اعتبار کافی است میتوانند انجام دهند.: [1365, 172, 1571, 247]
